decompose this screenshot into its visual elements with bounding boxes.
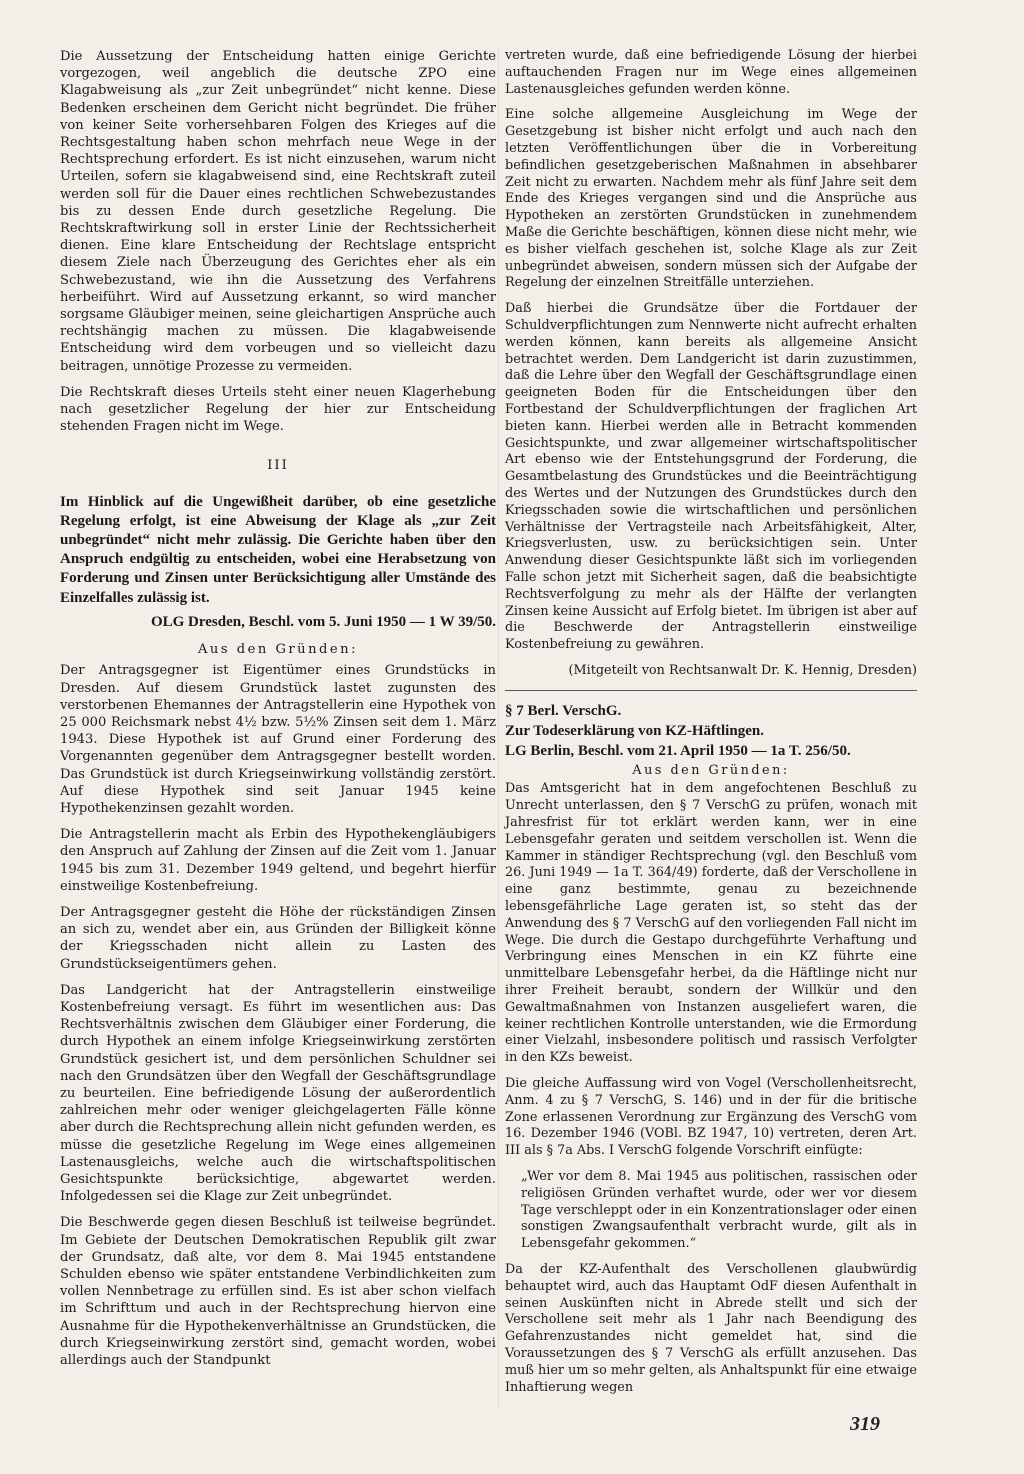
- paragraph: vertreten wurde, daß eine befriedigende Lösung der hierbei auftauchenden Fragen nur im Wege eines allgemeinen Lastenausgleiches gefunden werden könne.: [505, 48, 917, 97]
- section-numeral: III: [267, 458, 289, 474]
- case-citation: OLG Dresden, Beschl. vom 5. Juni 1950 — 1 W 39/50.: [150, 613, 496, 630]
- paragraph: Da der KZ-Aufenthalt des Verschollenen glaubwürdig behauptet wird, auch das Hauptamt OdF diesen Aufenthalt in seinen Auskünften nicht in Abrede stellt und sich der Verschollene seit mehr als 1 Jahr nach Beendigung des Gefahrenzustandes nicht gemeldet hat, sind die Voraussetzungen des § 7 VerschG als erfüllt anzusehen. Das muß hier um so mehr gelten, als Anhaltspunkt für eine etwaige Inhaftierung wegen: [505, 1262, 917, 1395]
- column-gutter: [498, 48, 499, 1408]
- paragraph: Der Antragsgegner ist Eigentümer eines Grundstücks in Dresden. Auf diesem Grundstück lastet zugunsten des verstorbenen Ehemannes der Antragstellerin eine Hypothek von 25 000 Reichsmark nebst 4½ bzw. 5½% Zinsen seit dem 1. März 1943. Diese Hypothek ist auf Grund einer Forderung des Vorgenannten gegenüber dem Antragsgegner bestellt worden. Das Grundstück ist durch Kriegseinwirkung vollständig zerstört. Auf diese Hypothek sind seit Januar 1945 keine Hypothekenzinsen gezahlt worden.: [60, 663, 496, 816]
- reasons-heading: Aus den Gründen:: [632, 762, 790, 778]
- page-number: 319: [850, 1413, 880, 1435]
- paragraph: Der Antragsgegner gesteht die Höhe der rückständigen Zinsen an sich zu, wendet aber ein, aus Gründen der Billigkeit könne der Kriegsschaden nicht allein zu Lasten des Grundstückseigentümers gehen.: [60, 904, 496, 972]
- paragraph: Daß hierbei die Grundsätze über die Fortdauer der Schuldverpflichtungen zum Nennwerte nicht aufrecht erhalten werden können, kann bereits als allgemeine Ansicht betrachtet werden. Dem Landgericht ist darin zuzustimmen, daß die Lehre über den Wegfall der Geschäftsgrundlage einen geeigneten Boden für die Entscheidungen über den Fortbestand der Schuldverpflichtungen der fraglichen Art bieten kann. Hierbei werden alle in Betracht kommenden Gesichtspunkte, und zwar allgemeiner wirtschaftspolitischer Art ebenso wie der Entstehungsgrund der Forderung, die Gesamtbelastung des Grundstückes und die Beeinträchtigung des Wertes und der Nutzungen des Grundstückes durch den Kriegsschaden sowie die wirtschaftlichen und persönlichen Verhältnisse der Vertragsteile nach Arbeitsfähigkeit, Alter, Kriegsverlusten, usw. zu berücksichtigen sein. Unter Anwendung dieser Gesichtspunkte läßt sich im vorliegenden Falle schon jetzt mit Sicherheit sagen, daß die beabsichtigte Rechtsverfolgung zu mehr als der Hälfte der verlangten Zinsen keine Aussicht auf Erfolg bietet. Im übrigen ist aber auf die Beschwerde der Antragstellerin einstweilige Kostenbefreiung zu gewähren.: [505, 301, 917, 653]
- topic-heading: Zur Todeserklärung von KZ-Häftlingen.: [505, 722, 764, 739]
- paragraph: Die Antragstellerin macht als Erbin des Hypothekengläubigers den Anspruch auf Zahlung der Zinsen auf die Zeit vom 1. Januar 1945 bis zum 31. Dezember 1949 geltend, und begehrt hierfür einstweilige Kostenbefreiung.: [60, 827, 496, 894]
- statute-heading: § 7 Berl. VerschG.: [505, 702, 622, 719]
- paragraph: Die Beschwerde gegen diesen Beschluß ist teilweise begründet. Im Gebiete der Deutschen Demokratischen Republik gilt zwar der Grundsatz, daß alte, vor dem 8. Mai 1945 entstandene Schulden ebenso wie später entstandene Verbindlichkeiten zum vollen Nennbetrage zu erfüllen sind. Es ist aber schon vielfach im Schrifttum und auch in der Rechtsprechung hiervon eine Ausnahme für die Hypothekenverhältnisse an Grundstücken, die durch Kriegseinwirkung zerstört sind, gemacht worden, wobei allerdings auch der Standpunkt: [60, 1215, 496, 1369]
- section-divider: [505, 690, 917, 691]
- paragraph: Die Rechtskraft dieses Urteils steht einer neuen Klagerhebung nach gesetzlicher Regelung der hier zur Entscheidung stehenden Fragen nicht im Wege.: [60, 384, 496, 435]
- paragraph: Das Landgericht hat der Antragstellerin einstweilige Kostenbefreiung versagt. Es führt im wesentlichen aus: Das Rechtsverhältnis zwischen dem Gläubiger einer Forderung, die durch Hypothek an einem infolge Kriegseinwirkung zerstörten Grundstück gesichert ist, und dem persönlichen Schuldner sei nach den Grundsätzen über den Wegfall der Geschäftsgrundlage zu beurteilen. Eine befriedigende Lösung der außerordentlich zahlreichen mehr oder weniger gleichgelagerten Fälle könne aber durch die Rechtsprechung allein nicht gefunden werden, es müsse die gesetzliche Regelung im Wege eines allgemeinen Lastenausgleichs, welche auch die wirtschaftspolitischen Gesichtspunkte berücksichtige, abgewartet werden. Infolgedessen sei die Klage zur Zeit unbegründet.: [60, 982, 496, 1205]
- paragraph: Die gleiche Auffassung wird von Vogel (Verschollenheitsrecht, Anm. 4 zu § 7 VerschG, S. 146) und in der für die britische Zone erlassenen Verordnung zur Ergänzung des VerschG vom 16. Dezember 1946 (VOBl. BZ 1947, 10) vertreten, deren Art. III als § 7a Abs. I VerschG folgende Vorschrift einfügte:: [505, 1076, 917, 1159]
- attribution-note: (Mitgeteilt von Rechtsanwalt Dr. K. Hennig, Dresden): [568, 662, 917, 678]
- paragraph: Das Amtsgericht hat in dem angefochtenen Beschluß zu Unrecht unterlassen, den § 7 VerschG zu prüfen, wonach mit Jahresfrist für tot erklärt werden kann, wer in eine Lebensgefahr geraten und seitdem verschollen ist. Wenn die Kammer in ständiger Rechtsprechung (vgl. den Beschluß vom 26. Juni 1949 — 1a T. 364/49) forderte, daß der Verschollene in eine ganz bestimmte, genau zu bezeichnende lebensgefährliche Lage geraten ist, so steht das der Anwendung des § 7 VerschG auf den vorliegenden Fall nicht im Wege. Die durch die Gestapo durchgeführte Verhaftung und Verbringung eines Menschen in ein KZ führte eine unmittelbare Lebensgefahr herbei, da die Häftlinge nicht nur ihrer Freiheit beraubt, sondern der Willkür und den Gewaltmaßnahmen von Instanzen ausgeliefert waren, die keiner rechtlichen Kontrolle unterstanden, wie die Ermordung einer Vielzahl, insbesondere politisch und rassisch Verfolgter in den KZs beweist.: [505, 781, 917, 1066]
- case-citation: LG Berlin, Beschl. vom 21. April 1950 — 1a T. 256/50.: [505, 742, 851, 759]
- paragraph: Die Aussetzung der Entscheidung hatten einige Gerichte vorgezogen, weil angeblich die deutsche ZPO eine Klagabweisung als „zur Zeit unbegründet“ nicht kenne. Diese Bedenken erscheinen dem Gericht nicht begründet. Die früher von keiner Seite vorhersehbaren Folgen des Krieges auf die Rechtsgestaltung haben schon mehrfach neue Wege in der Rechtsprechung erfordert. Es ist nicht einzusehen, warum nicht Urteilen, sofern sie klagabweisend sind, eine Rechtskraft zuteil werden soll für die Dauer eines rechtlichen Schwebezustandes bis zu dessen Ende durch gesetzliche Regelung. Die Rechtskraftwirkung soll in erster Linie der Rechtssicherheit dienen. Eine klare Entscheidung der Rechtslage entspricht diesem Ziele nach Überzeugung des Gerichtes eher als ein Schwebezustand, wie ihn die Aussetzung des Verfahrens herbeiführt. Wird auf Aussetzung erkannt, so wird mancher sorgsame Gläubiger meinen, seine gleichartigen Ansprüche auch rechtshängig machen zu müssen. Die klagabweisende Entscheidung wird dem vorbeugen und so vielleicht dazu beitragen, unnötige Prozesse zu vermeiden.: [60, 49, 496, 374]
- left-column: [60, 48, 496, 1378]
- right-column: [505, 48, 917, 1405]
- headnote: Im Hinblick auf die Ungewißheit darüber, ob eine gesetzliche Regelung erfolgt, ist eine Abweisung der Klage als „zur Zeit unbegründet“ nicht mehr zulässig. Die Gerichte haben über den Anspruch endgültig zu entscheiden, wobei eine Herabsetzung von Forderung und Zinsen unter Berücksichtigung aller Umstände des Einzelfalles zulässig ist.: [60, 493, 496, 606]
- paragraph: Eine solche allgemeine Ausgleichung im Wege der Gesetzgebung ist bisher nicht erfolgt und auch nach den letzten Veröffentlichungen über die in Vorbereitung befindlichen gesetzgeberischen Maßnahmen in absehbarer Zeit nicht zu erwarten. Nachdem mehr als fünf Jahre seit dem Ende des Krieges vergangen sind und die Ansprüche aus Hypotheken an zerstörten Grundstücken in zunehmendem Maße die Gerichte beschäftigen, können diese nicht mehr, wie es bisher vielfach geschehen ist, solche Klage als zur Zeit unbegründet abweisen, sondern müssen sich der Aufgabe der Regelung der einzelnen Streitfälle unterziehen.: [505, 107, 917, 291]
- block-quote: „Wer vor dem 8. Mai 1945 aus politischen, rassischen oder religiösen Gründen verhaftet wurde, oder wer vor diesem Tage verschleppt oder in ein Konzentrationslager oder einen sonstigen Zwangsaufenthalt verbracht wurde, gilt als in Lebensgefahr gekommen.“: [521, 1169, 917, 1252]
- reasons-heading: Aus den Gründen:: [197, 642, 359, 658]
